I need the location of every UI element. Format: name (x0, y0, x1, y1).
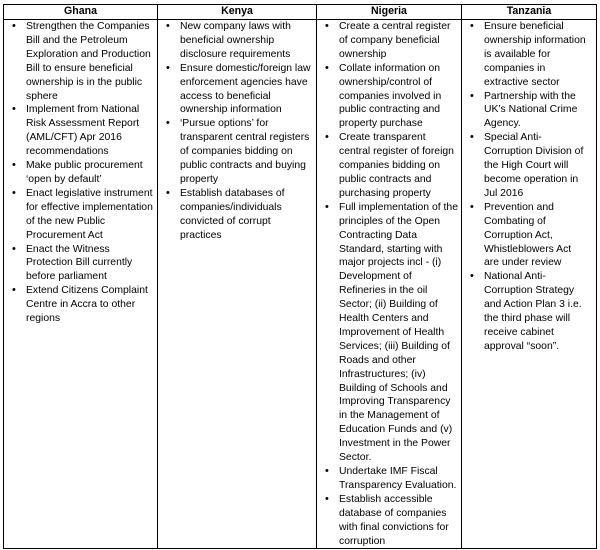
header-tanzania: Tanzania (462, 5, 597, 20)
content-row (4, 20, 597, 549)
list-item: • Collate information on ownership/control of companies involved in public contracting and property purchase (339, 62, 459, 132)
kenya-cell (158, 20, 317, 549)
list-item: • ‘Pursue options’ for transparent central registers of companies bidding on public contracts and buying property (180, 117, 314, 187)
header-kenya: Kenya (158, 5, 317, 20)
list-item: • Ensure domestic/foreign law enforcement agencies have access to beneficial ownership information (180, 62, 314, 118)
list-item: • Partnership with the UK’s National Crime Agency. (484, 90, 594, 132)
list-item: • Establish databases of companies/individuals convicted of corrupt practices (180, 187, 314, 243)
ghana-cell (4, 20, 158, 549)
list-item: • Create a central register of company beneficial ownership (339, 20, 459, 62)
list-item: • Implement from National Risk Assessment Report (AML/CFT) Apr 2016 recommendations (26, 103, 155, 159)
list-item: • National Anti-Corruption Strategy and Action Plan 3 i.e. the third phase will receive cabinet approval “soon”. (484, 270, 594, 353)
ghana-list (8, 20, 155, 326)
list-item: • Ensure beneficial ownership information is available for companies in extractive sector (484, 20, 594, 90)
nigeria-cell (317, 20, 462, 549)
list-item: • Extend Citizens Complaint Centre in Accra to other regions (26, 284, 155, 326)
list-item: • Enact legislative instrument for effective implementation of the new Public Procurement Act (26, 187, 155, 243)
kenya-list (162, 20, 314, 243)
list-item: • Make public procurement ‘open by default’ (26, 159, 155, 187)
header-ghana: Ghana (4, 5, 158, 20)
header-nigeria: Nigeria (317, 5, 462, 20)
list-item: • Full implementation of the principles of the Open Contracting Data Standard, starting with major projects incl - (i) Development of Refineries in the oil Sector; (ii) Building of Health Centers and Improvement of Health Services; (iii) Building of Roads and other Infrastructures; (iv) Building of Schools and Improving Transparency in the Management of Education Funds and (v) Investment in the Power Sector. (339, 201, 459, 465)
tanzania-list (466, 20, 594, 354)
list-item: • Enact the Witness Protection Bill currently before parliament (26, 243, 155, 285)
list-item: • Create transparent central register of foreign companies bidding on public contracts and purchasing property (339, 131, 459, 201)
list-item: • Prevention and Combating of Corruption Act, Whistleblowers Act are under review (484, 201, 594, 271)
list-item: • Strengthen the Companies Bill and the Petroleum Exploration and Production Bill to ensure beneficial ownership is in the public sphere (26, 20, 155, 103)
list-item: • Special Anti-Corruption Division of the High Court will become operation in Jul 2016 (484, 131, 594, 201)
list-item: • New company laws with beneficial ownership disclosure requirements (180, 20, 314, 62)
commitments-table (3, 4, 597, 549)
list-item: • Establish accessible database of companies with final convictions for corruption (339, 493, 459, 549)
tanzania-cell (462, 20, 597, 549)
nigeria-list (321, 20, 459, 548)
header-row (4, 5, 597, 20)
list-item: • Undertake IMF Fiscal Transparency Evaluation. (339, 465, 459, 493)
